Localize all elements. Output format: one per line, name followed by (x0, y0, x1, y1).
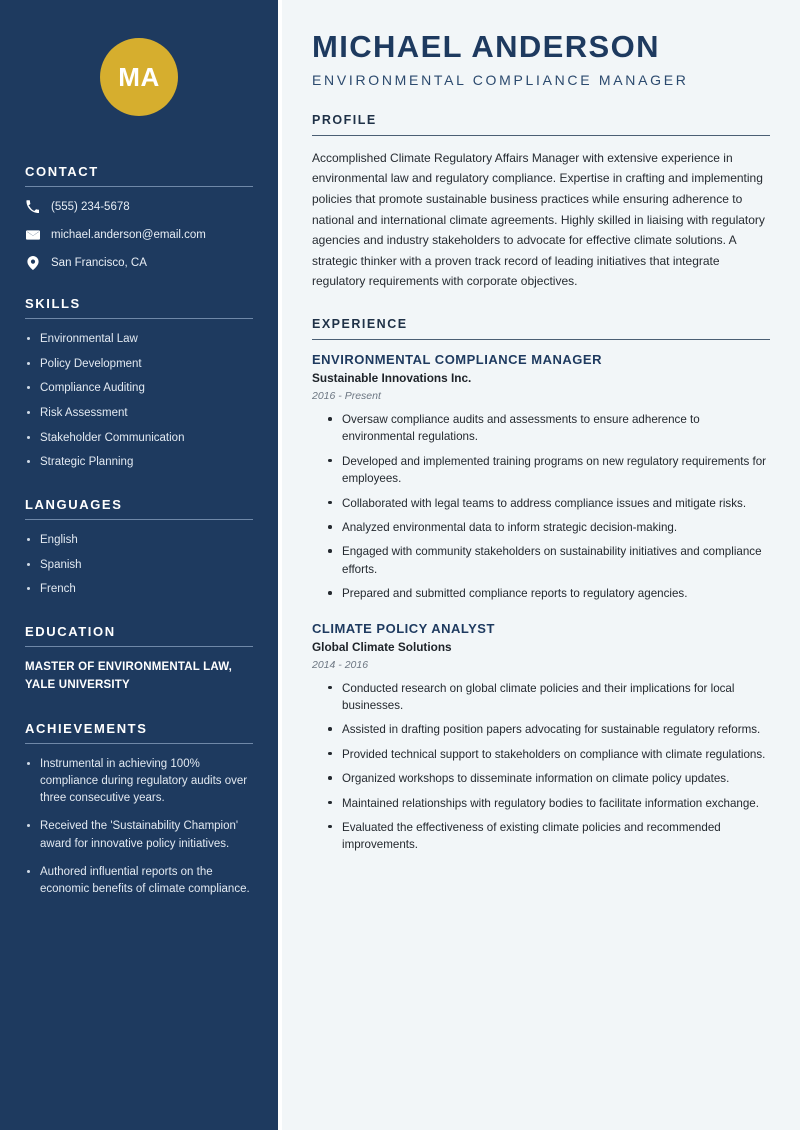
experience-dates: 2016 - Present (312, 390, 381, 403)
achievements-heading: ACHIEVEMENTS (25, 720, 148, 736)
experience-heading: EXPERIENCE (312, 317, 408, 332)
achievements-divider (25, 743, 253, 744)
list-item: French (25, 581, 253, 598)
sidebar-section-skills (25, 296, 253, 471)
contact-item-phone[interactable] (25, 199, 253, 214)
languages-divider (25, 519, 253, 520)
list-item: Assisted in drafting position papers advocating for sustainable regulatory reforms. (328, 721, 770, 738)
skills-heading: SKILLS (25, 296, 81, 311)
profile-text: Accomplished Climate Regulatory Affairs Manager with extensive experience in environmental law and regulatory compliance. Expertise in crafting and implementing policies that promote sustainable business practices while ensuring adherence to national and international climate agreements. Highly skilled in liaising with regulatory agencies and industry stakeholders to advocate for effective climate solutions. A strategic thinker with a proven track record of leading initiatives that integrate regulatory requirements with corporate objectives. (312, 150, 765, 289)
contact-list (25, 199, 253, 270)
contact-phone-value: (555) 234-5678 (51, 200, 130, 213)
sidebar-section-languages (25, 497, 253, 598)
education-entry: MASTER OF ENVIRONMENTAL LAW, YALE UNIVERSITY (25, 661, 233, 691)
experience-bullet-list (312, 411, 770, 603)
sidebar-section-education (25, 624, 253, 695)
page-title: MICHAEL ANDERSON (312, 29, 660, 64)
map-pin-icon (25, 255, 40, 270)
list-item: Instrumental in achieving 100% compliance during regulatory audits over three consecutive years. (25, 756, 253, 808)
list-item: Authored influential reports on the economic benefits of climate compliance. (25, 864, 253, 899)
list-item: Oversaw compliance audits and assessments to ensure adherence to environmental regulations. (328, 411, 770, 446)
list-item: Developed and implemented training programs on new regulatory requirements for employees. (328, 453, 770, 488)
contact-divider (25, 186, 253, 187)
list-item: Maintained relationships with regulatory bodies to facilitate information exchange. (328, 795, 770, 812)
main-content (278, 0, 800, 1130)
list-item: English (25, 532, 253, 549)
experience-company: Global Climate Solutions (312, 639, 452, 654)
contact-heading: CONTACT (25, 164, 99, 179)
experience-company: Sustainable Innovations Inc. (312, 371, 472, 386)
avatar-container (25, 0, 253, 116)
experience-divider (312, 339, 770, 340)
list-item: Collaborated with legal teams to address compliance issues and mitigate risks. (328, 495, 770, 512)
list-item: Spanish (25, 557, 253, 574)
envelope-icon (25, 227, 40, 242)
job-role-subtitle: ENVIRONMENTAL COMPLIANCE MANAGER (312, 71, 689, 88)
list-item: Engaged with community stakeholders on sustainability initiatives and compliance efforts. (328, 543, 770, 578)
experience-entry (312, 621, 770, 854)
list-item: Prepared and submitted compliance reports to regulatory agencies. (328, 585, 770, 602)
languages-list (25, 532, 253, 598)
list-item: Policy Development (25, 356, 253, 373)
list-item: Stakeholder Communication (25, 430, 253, 447)
list-item: Received the 'Sustainability Champion' award for innovative policy initiatives. (25, 818, 253, 853)
profile-divider (312, 135, 770, 136)
experience-job-title: CLIMATE POLICY ANALYST (312, 620, 495, 636)
list-item: Risk Assessment (25, 405, 253, 422)
experience-job-title: ENVIRONMENTAL COMPLIANCE MANAGER (312, 352, 602, 368)
contact-email-value: michael.anderson@email.com (51, 228, 206, 241)
list-item: Analyzed environmental data to inform strategic decision-making. (328, 519, 770, 536)
list-item: Environmental Law (25, 331, 253, 348)
experience-dates: 2014 - 2016 (312, 658, 369, 671)
section-profile (312, 113, 770, 292)
education-divider (25, 646, 253, 647)
skills-list (25, 331, 253, 471)
achievements-list (25, 756, 253, 899)
contact-item-location[interactable] (25, 255, 253, 270)
experience-bullet-list (312, 680, 770, 854)
avatar-initials: MA (100, 38, 178, 116)
contact-location-value: San Francisco, CA (51, 256, 147, 269)
experience-entry (312, 352, 770, 603)
list-item: Conducted research on global climate policies and their implications for local businesses. (328, 680, 770, 715)
list-item: Provided technical support to stakeholders on compliance with climate regulations. (328, 746, 770, 763)
list-item: Compliance Auditing (25, 380, 253, 397)
list-item: Evaluated the effectiveness of existing climate policies and recommended improvements. (328, 819, 770, 854)
sidebar-section-contact (25, 164, 253, 270)
profile-heading: PROFILE (312, 112, 377, 127)
skills-divider (25, 318, 253, 319)
list-item: Organized workshops to disseminate information on climate policy updates. (328, 770, 770, 787)
contact-item-email[interactable] (25, 227, 253, 242)
section-experience (312, 317, 770, 854)
education-heading: EDUCATION (25, 624, 116, 640)
sidebar-section-achievements (25, 721, 253, 899)
languages-heading: LANGUAGES (25, 497, 123, 513)
list-item: Strategic Planning (25, 454, 253, 471)
sidebar (0, 0, 278, 1130)
phone-icon (25, 199, 40, 214)
